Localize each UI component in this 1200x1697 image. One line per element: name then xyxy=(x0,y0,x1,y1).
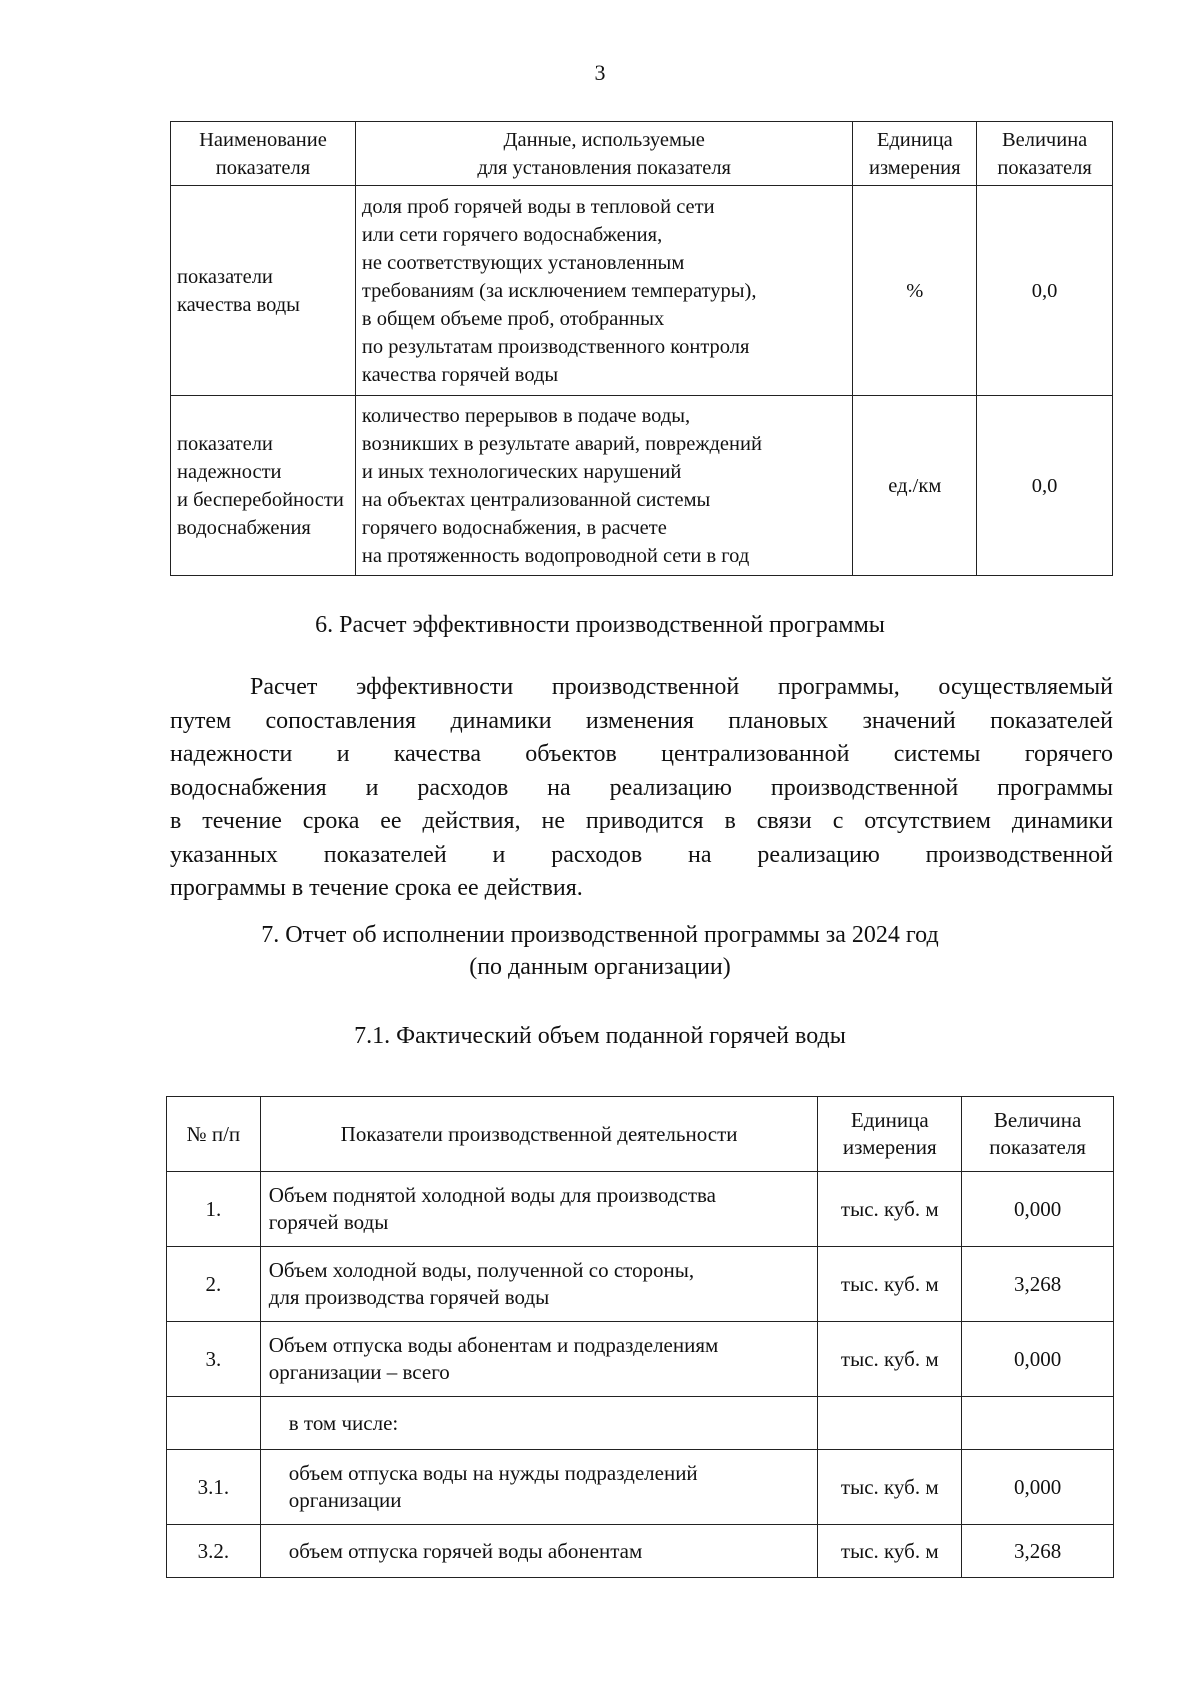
indicator-value: 0,0 xyxy=(977,396,1113,576)
table-row xyxy=(167,1322,1114,1397)
page-number: 3 xyxy=(594,60,606,85)
paragraph-line: Расчет эффективности производственной программы, осуществляемый xyxy=(250,674,1113,700)
paragraph-line: надежности и качества объектов централизованной системы горячего xyxy=(170,741,1113,767)
table-row xyxy=(167,1397,1114,1450)
header-num: № п/п xyxy=(167,1097,261,1172)
section-6-title: 6. Расчет эффективности производственной программы xyxy=(315,612,885,638)
header-value: Величина показателя xyxy=(977,122,1113,186)
indicator-unit: ед./км xyxy=(853,396,977,576)
row-num: 3. xyxy=(167,1322,261,1397)
row-unit: тыс. куб. м xyxy=(818,1450,962,1525)
table-row xyxy=(171,396,1113,576)
indicator-name: показатели надежности и бесперебойности водоснабжения xyxy=(171,396,356,576)
table-row xyxy=(171,186,1113,396)
table-header-row xyxy=(171,122,1113,186)
row-unit: тыс. куб. м xyxy=(818,1247,962,1322)
row-value: 0,000 xyxy=(962,1450,1114,1525)
paragraph-line: указанных показателей и расходов на реализацию производственной xyxy=(170,841,1113,868)
header-value: Величина показателя xyxy=(962,1097,1114,1172)
row-value: 3,268 xyxy=(962,1525,1114,1578)
section-6-paragraph xyxy=(170,671,1113,906)
indicator-unit: % xyxy=(853,186,977,396)
row-value: 0,000 xyxy=(962,1322,1114,1397)
paragraph-line: водоснабжения и расходов на реализацию производственной программы xyxy=(170,774,1113,801)
header-indicator: Показатели производственной деятельности xyxy=(260,1097,818,1172)
row-unit xyxy=(818,1397,962,1450)
indicators-table xyxy=(170,121,1113,576)
row-num: 3.1. xyxy=(167,1450,261,1525)
row-num: 1. xyxy=(167,1172,261,1247)
section-7-1-title: 7.1. Фактический объем поданной горячей воды xyxy=(354,1023,846,1049)
row-num xyxy=(167,1397,261,1450)
row-num: 2. xyxy=(167,1247,261,1322)
table-row xyxy=(167,1525,1114,1578)
water-volume-table xyxy=(166,1096,1114,1578)
paragraph-line: в течение срока ее действия, не приводится в связи с отсутствием динамики xyxy=(170,808,1113,834)
row-unit: тыс. куб. м xyxy=(818,1525,962,1578)
section-7-title: 7. Отчет об исполнении производственной программы за 2024 год (по данным организации) xyxy=(261,922,939,980)
row-unit: тыс. куб. м xyxy=(818,1172,962,1247)
table-row xyxy=(167,1450,1114,1525)
table-header-row xyxy=(167,1097,1114,1172)
header-unit: Единица измерения xyxy=(853,122,977,186)
indicator-name: показатели качества воды xyxy=(171,186,356,396)
indicator-value: 0,0 xyxy=(977,186,1113,396)
row-indicator: объем отпуска воды на нужды подразделений организации xyxy=(260,1450,818,1525)
row-value: 0,000 xyxy=(962,1172,1114,1247)
header-data: Данные, используемые для установления показателя xyxy=(355,122,852,186)
header-unit: Единица измерения xyxy=(818,1097,962,1172)
row-value: 3,268 xyxy=(962,1247,1114,1322)
row-unit: тыс. куб. м xyxy=(818,1322,962,1397)
indicator-data: доля проб горячей воды в тепловой сети или сети горячего водоснабжения, не соответствующих установленным требованиям (за исключением температуры), в общем объеме проб, отобранных по результатам производственного контроля качества горячей воды xyxy=(355,186,852,396)
table-row xyxy=(167,1247,1114,1322)
row-indicator: Объем холодной воды, полученной со стороны, для производства горячей воды xyxy=(260,1247,818,1322)
row-indicator: Объем поднятой холодной воды для производства горячей воды xyxy=(260,1172,818,1247)
row-indicator: в том числе: xyxy=(260,1397,818,1450)
row-num: 3.2. xyxy=(167,1525,261,1578)
row-value xyxy=(962,1397,1114,1450)
row-indicator: Объем отпуска воды абонентам и подразделениям организации – всего xyxy=(260,1322,818,1397)
header-name: Наименование показателя xyxy=(171,122,356,186)
row-indicator: объем отпуска горячей воды абонентам xyxy=(260,1525,818,1578)
paragraph-line: путем сопоставления динамики изменения плановых значений показателей xyxy=(170,707,1113,734)
paragraph-line: программы в течение срока ее действия. xyxy=(170,875,583,901)
indicator-data: количество перерывов в подаче воды, возникших в результате аварий, повреждений и иных технологических нарушений на объектах централизованной системы горячего водоснабжения, в расчете на протяженность водопроводной сети в год xyxy=(355,396,852,576)
table-row xyxy=(167,1172,1114,1247)
